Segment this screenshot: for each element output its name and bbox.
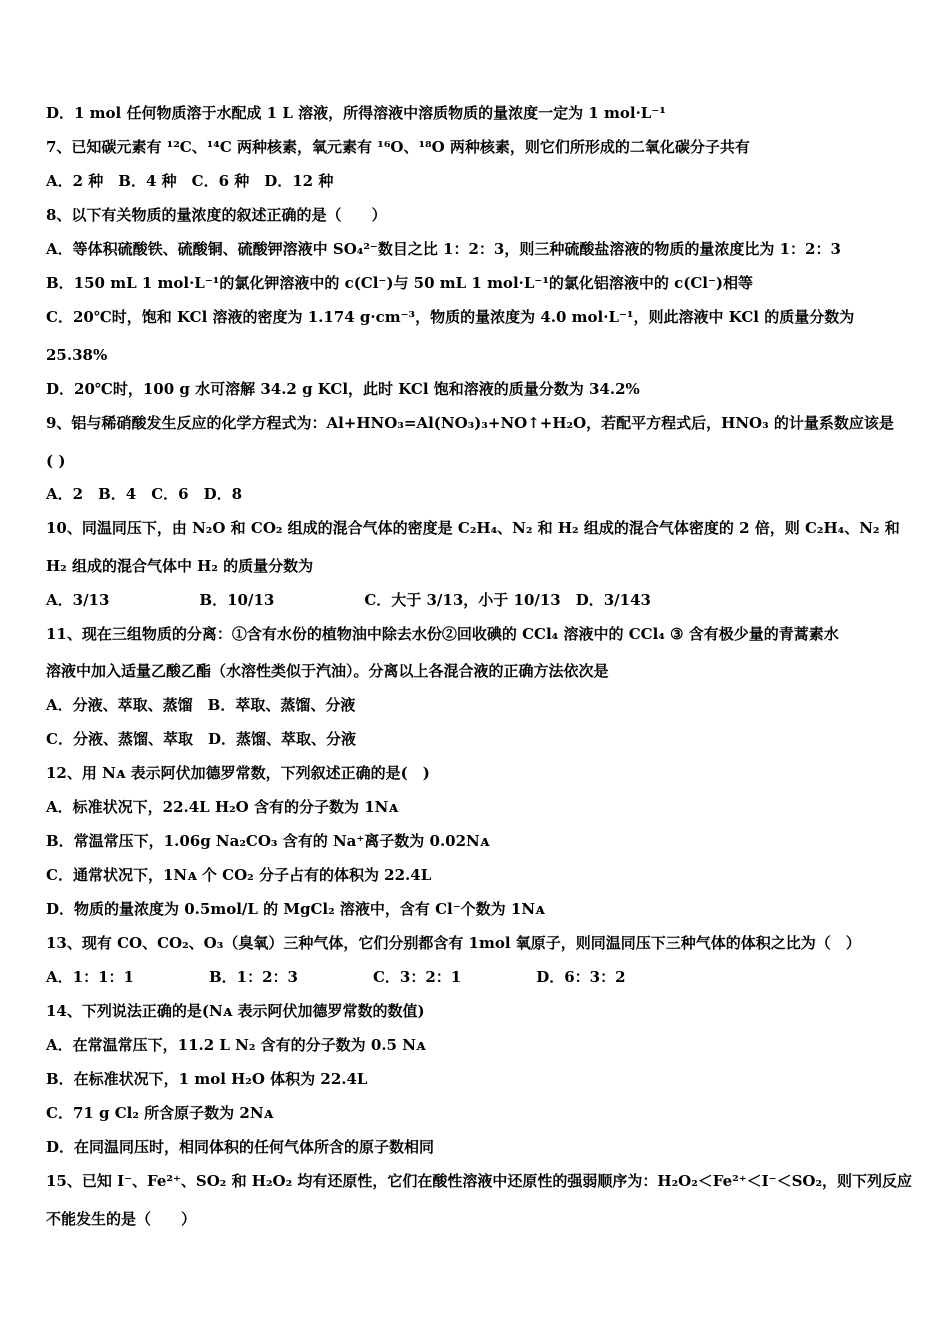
options-cd-q11: C．分液、蒸馏、萃取 D．蒸馏、萃取、分液 (46, 730, 356, 748)
question-10: 10、同温同压下，由 N₂O 和 CO₂ 组成的混合气体的密度是 C₂H₄、N₂ 和 H₂ 组成的混合气体密度的 2 倍，则 C₂H₄、N₂ 和 (46, 519, 900, 537)
option-d-q12: D．物质的量浓度为 0.5mol/L 的 MgCl₂ 溶液中，含有 Cl⁻个数为 1Nᴀ (46, 900, 545, 918)
options-q9: A．2 B．4 C．6 D．8 (46, 485, 243, 503)
question-7: 7、已知碳元素有 ¹²C、¹⁴C 两种核素，氧元素有 ¹⁶O、¹⁸O 两种核素，则它们所形成的二氧化碳分子共有 (46, 138, 750, 156)
question-8: 8、以下有关物质的量浓度的叙述正确的是（ ） (46, 206, 387, 224)
option-b-q14: B．在标准状况下，1 mol H₂O 体积为 22.4L (46, 1070, 368, 1088)
option-a-q14: A．在常温常压下，11.2 L N₂ 含有的分子数为 0.5 Nᴀ (46, 1036, 426, 1054)
option-b-q12: B．常温常压下，1.06g Na₂CO₃ 含有的 Na⁺离子数为 0.02Nᴀ (46, 832, 490, 850)
question-11-cont: 溶液中加入适量乙酸乙酯（水溶性类似于汽油）。分离以上各混合液的正确方法依次是 (46, 662, 609, 680)
option-d-q8: D．20℃时，100 g 水可溶解 34.2 g KCl，此时 KCl 饱和溶液的质量分数为 34.2% (46, 380, 640, 398)
option-c-q8-cont: 25.38% (46, 346, 108, 364)
options-ab-q11: A．分液、萃取、蒸馏 B．萃取、蒸馏、分液 (46, 696, 356, 714)
question-10-cont: H₂ 组成的混合气体中 H₂ 的质量分数为 (46, 557, 314, 575)
option-b-q8: B．150 mL 1 mol·L⁻¹的氯化钾溶液中的 c(Cl⁻)与 50 mL 1 mol·L⁻¹的氯化铝溶液中的 c(Cl⁻)相等 (46, 274, 754, 292)
options-q7: A．2 种 B．4 种 C．6 种 D．12 种 (46, 172, 334, 190)
option-d-q6: D．1 mol 任何物质溶于水配成 1 L 溶液，所得溶液中溶质物质的量浓度一定为 1 mol·L⁻¹ (46, 104, 666, 122)
option-a-q12: A．标准状况下，22.4L H₂O 含有的分子数为 1Nᴀ (46, 798, 398, 816)
question-9: 9、铝与稀硝酸发生反应的化学方程式为：Al+HNO₃=Al(NO₃)₃+NO↑+H₂O，若配平方程式后，HNO₃ 的计量系数应该是 (46, 414, 894, 432)
question-15-cont: 不能发生的是（ ） (46, 1210, 197, 1228)
options-q10: A．3/13 B．10/13 C．大于 3/13，小于 10/13 D．3/143 (46, 591, 651, 609)
question-15: 15、已知 I⁻、Fe²⁺、SO₂ 和 H₂O₂ 均有还原性，它们在酸性溶液中还原性的强弱顺序为：H₂O₂＜Fe²⁺＜I⁻＜SO₂，则下列反应 (46, 1172, 913, 1190)
option-c-q8: C．20℃时，饱和 KCl 溶液的密度为 1.174 g·cm⁻³，物质的量浓度为 4.0 mol·L⁻¹，则此溶液中 KCl 的质量分数为 (46, 308, 855, 326)
question-13: 13、现有 CO、CO₂、O₃（臭氧）三种气体，它们分别都含有 1mol 氧原子，则同温同压下三种气体的体积之比为（ ） (46, 934, 861, 952)
question-9-cont: ( ) (46, 452, 66, 470)
question-12: 12、用 Nᴀ 表示阿伏加德罗常数，下列叙述正确的是( ) (46, 764, 430, 782)
option-d-q14: D．在同温同压时，相同体积的任何气体所含的原子数相同 (46, 1138, 435, 1156)
question-11: 11、现在三组物质的分离：①含有水份的植物油中除去水份②回收碘的 CCl₄ 溶液中的 CCl₄ ③ 含有极少量的青蒿素水 (46, 625, 839, 643)
question-14: 14、下列说法正确的是(Nᴀ 表示阿伏加德罗常数的数值) (46, 1002, 425, 1020)
option-a-q8: A．等体积硫酸铁、硫酸铜、硫酸钾溶液中 SO₄²⁻数目之比 1：2：3，则三种硫酸盐溶液的物质的量浓度比为 1：2：3 (46, 240, 841, 258)
options-q13: A．1：1：1 B．1：2：3 C．3：2：1 D．6：3：2 (46, 968, 626, 986)
option-c-q14: C．71 g Cl₂ 所含原子数为 2Nᴀ (46, 1104, 274, 1122)
option-c-q12: C．通常状况下，1Nᴀ 个 CO₂ 分子占有的体积为 22.4L (46, 866, 432, 884)
